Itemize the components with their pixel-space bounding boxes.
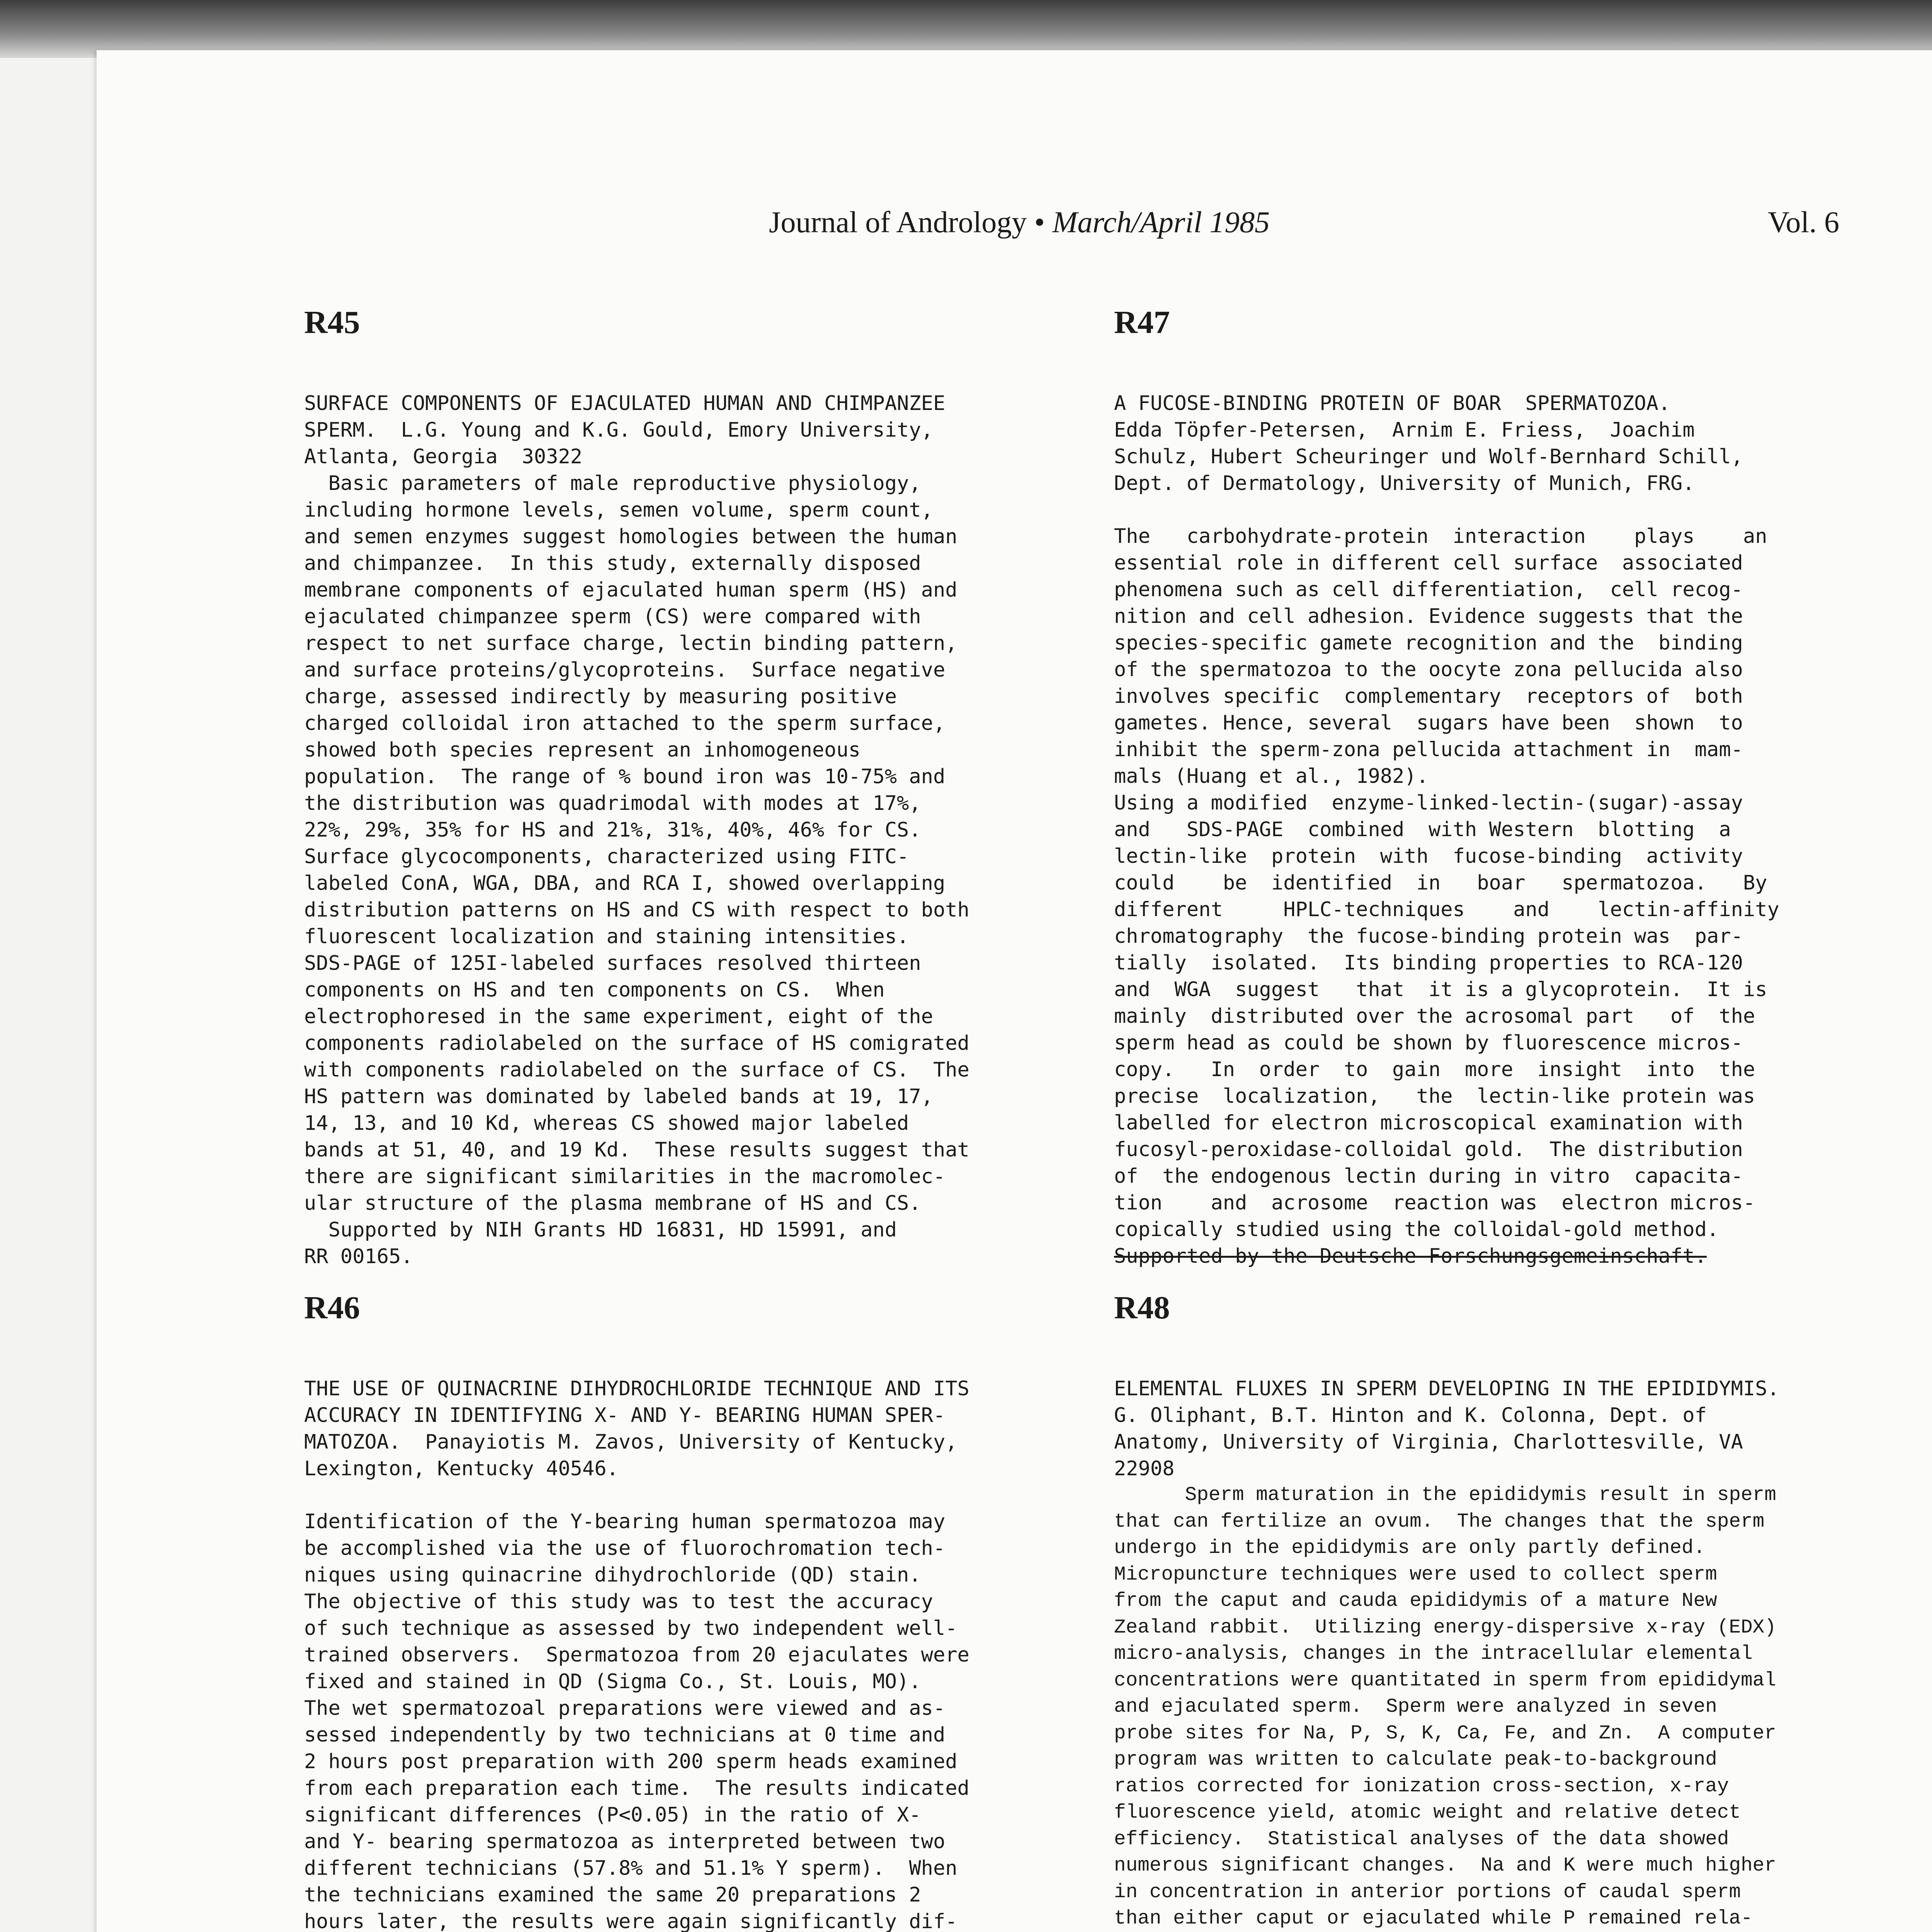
struck-support-note: Supported by the Deutsche Forschungsgemeinschaft. — [1114, 1245, 1707, 1268]
abstract-title-authors: SURFACE COMPONENTS OF EJACULATED HUMAN AND CHIMPANZEE SPERM. L.G. Young and K.G. Gould, Emory University, Atlanta, Georgia 30322 — [304, 392, 946, 468]
abstract-body: The carbohydrate-protein interaction plays an essential role in different cell surface associated phenomena such as cell differentiation, cell recog- nition and cell adhesion. Evidence suggests that the species-specific gamete recognition and the binding of the spermatozoa to the oocyte zona pellucida also involves specific complementary receptors of both gametes. Hence, several sugars have been shown to inhibit the sperm-zona pellucida attachment in mam- mals (Huang et al., 1982). Using a modified enzyme-linked-lectin-(sugar)-assay and SDS-PAGE combined with Western blotting a lectin-like protein with fucose-binding activity could be identified in boar spermatozoa. By different HPLC-techniques and lectin-affinity chromatography the fucose-binding protein was par- tially isolated. Its binding properties to RCA-120 and WGA suggest that it is a glycoprotein. It is mainly distributed over the acrosomal part of the sperm head as could be shown by fluorescence micros- copy. In order to gain more insight into the precise localization, the lectin-like protein was labelled for electron microscopical examination with fucosyl-peroxidase-colloidal gold. The distribution of the endogenous lectin during in vitro capacita- tion and acrosome reaction was electron micros- copically studied using the colloidal-gold method. — [1114, 525, 1779, 1241]
abstract-body: Identification of the Y-bearing human spermatozoa may be accomplished via the use of fluorochromation tech- niques using quinacrine dihydrochloride (QD) stain. The objective of this study was to test the accuracy of such technique as assessed by two independent well- trained observers. Spermatozoa from 20 ejaculates were fixed and stained in QD (Sigma Co., St. Louis, MO). The wet spermatozoal preparations were viewed and as- sessed independently by two technicians at 0 time and 2 hours post preparation with 200 sperm heads examined from each preparation each time. The results indicated significant differences (P<0.05) in the ratio of X- and Y- bearing spermatozoa as interpreted between two different technicians (57.8% and 51.1% Y sperm). When the technicians examined the same 20 preparations 2 hours later, the results were again significantly dif- — [304, 1510, 969, 1932]
running-header — [769, 205, 1839, 251]
abstract-r45 — [304, 301, 1085, 1270]
issue-date: March/April 1985 — [1052, 205, 1270, 239]
abstract-body: Sperm maturation in the epididymis result in sperm that can fertilize an ovum. The changes that the sperm undergo in the epididymis are only partly defined. Micropuncture techniques were used to collect sperm from the caput and cauda epididymis of a mature New Zealand rabbit. Utilizing energy-dispersive x-ray (EDX) micro-analysis, changes in the intracellular elemental concentrations were quantitated in sperm from epididymal and ejaculated sperm. Sperm were analyzed in seven probe sites for Na, P, S, K, Ca, Fe, and Zn. A computer program was written to calculate peak-to-background ratios corrected for ionization cross-section, x-ray fluorescence yield, atomic weight and relative detect efficiency. Statistical analyses of the data showed numerous significant changes. Na and K were much higher in concentration in anterior portions of caudal sperm than either caput or ejaculated while P remained rela- — [1114, 1484, 1776, 1930]
volume-label: Vol. 6 — [1768, 205, 1839, 239]
abstract-id: R45 — [304, 304, 360, 340]
abstract-id: R48 — [1114, 1290, 1170, 1326]
abstract-r48 — [1114, 1287, 1895, 1932]
journal-title-line — [769, 205, 1270, 240]
journal-name: Journal of Andrology — [769, 205, 1027, 239]
header-separator: • — [1027, 205, 1053, 239]
scanner-shadow — [0, 0, 1932, 58]
abstract-id: R46 — [304, 1290, 360, 1326]
abstract-r47 — [1114, 301, 1895, 1270]
abstract-title-authors: ELEMENTAL FLUXES IN SPERM DEVELOPING IN THE EPIDIDYMIS. G. Oliphant, B.T. Hinton and K. Colonna, Dept. of Anatomy, University of Virginia, Charlottesville, VA 22908 — [1114, 1377, 1779, 1480]
abstract-id: R47 — [1114, 304, 1170, 340]
abstract-body: Basic parameters of male reproductive physiology, including hormone levels, semen volume, sperm count, and semen enzymes suggest homologies between the human and chimpanzee. In this study, externally disposed membrane components of ejaculated human sperm (HS) and ejaculated chimpanzee sperm (CS) were compared with respect to net surface charge, lectin binding pattern, and surface proteins/glycoproteins. Surface negative charge, assessed indirectly by measuring positive charged colloidal iron attached to the sperm surface, showed both species represent an inhomogeneous population. The range of % bound iron was 10-75% and the distribution was quadrimodal with modes at 17%, 22%, 29%, 35% for HS and 21%, 31%, 40%, 46% for CS. Surface glycocomponents, characterized using FITC- labeled ConA, WGA, DBA, and RCA I, showed overlapping distribution patterns on HS and CS with respect to both fluorescent localization and staining intensities. SDS-PAGE of 125I-labeled surfaces resolved thirteen components on HS and ten components on CS. When electrophoresed in the same experiment, eight of the components radiolabeled on the surface of HS comigrated with components radiolabeled on the surface of CS. The HS pattern was dominated by labeled bands at 19, 17, 14, 13, and 10 Kd, whereas CS showed major labeled bands at 51, 40, and 19 Kd. These results suggest that there are significant similarities in the macromolec- ular structure of the plasma membrane of HS and CS. Supported by NIH Grants HD 16831, HD 15991, and RR 00165. — [304, 472, 969, 1268]
abstract-title-authors: A FUCOSE-BINDING PROTEIN OF BOAR SPERMATOZOA. Edda Töpfer-Petersen, Arnim E. Friess, Joachim Schulz, Hubert Scheuringer und Wolf-Bernhard Schill, Dept. of Dermatology, University of Munich, FRG. — [1114, 392, 1743, 495]
abstract-r46 — [304, 1287, 1085, 1932]
abstract-title-authors: THE USE OF QUINACRINE DIHYDROCHLORIDE TECHNIQUE AND ITS ACCURACY IN IDENTIFYING X- AND Y- BEARING HUMAN SPER- MATOZOA. Panayiotis M. Zavos, University of Kentucky, Lexington, Kentucky 40546. — [304, 1377, 969, 1480]
